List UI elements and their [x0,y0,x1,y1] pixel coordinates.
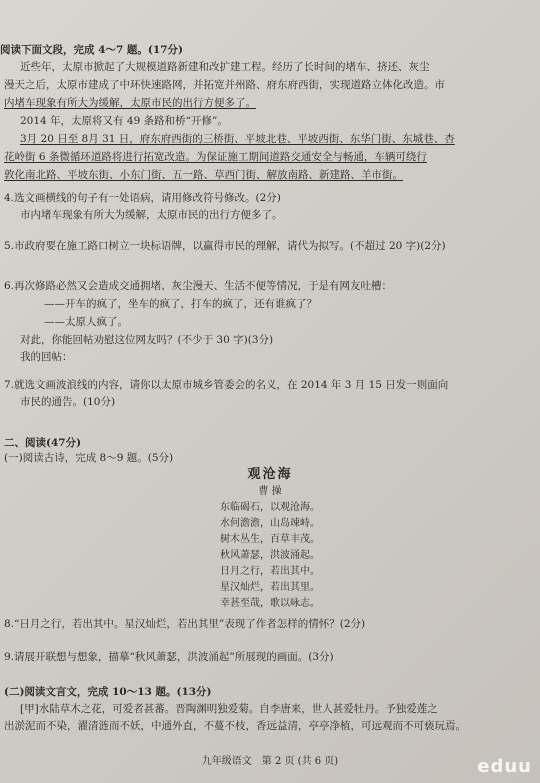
question-6-ask: 对此，你能回帖劝慰这位网友吗？(不少于 30 字)(3分) [20,334,274,346]
section3-heading: (二)阅读文言文，完成 10～13 题。(13分) [4,686,212,698]
passage-line-7: 敦化南北路、平坡东街、小东门街、五一路、草西门街、解放南路、新建路、羊市街。 [4,169,403,181]
section2-subheading: (一)阅读古诗，完成 8～9 题。(5分) [4,452,174,464]
poem-line: 幸甚至哉，歌以咏志。 [220,598,320,609]
poem-author: 曹 操 [258,486,282,497]
question-6-quote-2: ——太原人疯了。 [44,316,128,328]
question-4: 4.选文画横线的句子有一处语病，请用修改符号修改。(2分) [4,192,281,204]
poem-line: 秋风萧瑟，洪波涌起。 [220,550,320,561]
classical-text-line-1: [甲]水陆草木之花，可爱者甚蕃。晋陶渊明独爱菊。自李唐来，世人甚爱牡丹。予独爱莲之 [20,703,438,715]
passage-line-6: 花岭街 6 条微循环道路将进行拓宽改造。为保证施工期间道路交通安全与畅通，车辆可绕行 [4,151,427,163]
classical-text-line-2: 出淤泥而不染，濯清涟而不妖，中通外直，不蔓不枝，香远益清，亭亭净植，可远观而不可亵玩焉。 [4,720,466,732]
question-9: 9.请展开联想与想象，描摹“秋风萧瑟，洪波涌起”所展现的画面。(3分) [4,651,334,663]
question-7-line-2: 市民的通告。(10分) [20,396,116,408]
question-4-sentence: 市内堵车现象有所大为缓解，太原市民的出行方便多了。 [20,209,283,221]
section1-heading: 阅读下面文段，完成 4～7 题。(17分) [0,44,183,56]
passage-line-5: 3月 20 日至 8月 31 日，府东府西街的三桥街、平坡北巷、平坡西街、东华门街、东城巷、杏 [20,133,455,145]
poem-line: 水何澹澹，山岛竦峙。 [220,518,320,529]
poem-line: 星汉灿烂，若出其里。 [220,582,320,593]
section2-heading: 二、阅读(47分) [4,437,82,449]
passage-line-4: 2014 年，太原将又有 49 条路和桥“开修”。 [20,115,228,127]
question-7-line-1: 7.就选文画波浪线的内容，请你以太原市城乡管委会的名义，在 2014 年 3 月 15 日发一则面向 [4,379,449,391]
passage-line-3: 内堵车现象有所大为缓解，太原市民的出行方便多了。 [4,97,256,109]
passage-line-2: 漫天之后，太原市建成了中环快速路网，并拓宽并州路、府东府西街，实现道路立体化改造。市 [4,79,445,91]
question-8: 8.“日月之行，若出其中。星汉灿烂，若出其里”表现了作者怎样的情怀？(2分) [4,618,366,630]
question-6-reply-label: 我的回帖： [20,351,73,363]
poem-line: 东临碣石，以观沧海。 [220,502,320,513]
page-footer: 九年级语文 第 2 页 (共 6 页) [201,756,339,767]
poem-title: 观沧海 [247,467,293,482]
poem-line: 树木丛生，百草丰茂。 [220,534,320,545]
question-6-quote-1: ——开车的疯了，坐车的疯了，打车的疯了，还有谁疯了？ [44,298,317,310]
question-5: 5.市政府要在施工路口树立一块标语牌，以赢得市民的理解，请代为拟写。(不超过 20 字)(2分) [4,240,446,252]
question-6: 6.再次修路必然又会造成交通拥堵、灰尘漫天、生活不便等情况，于是有网友吐槽： [4,280,393,292]
watermark: eduu [477,756,532,777]
passage-line-1: 近些年，太原市掀起了大规模道路新建和改扩建工程。经历了长时间的堵车、挤还、灰尘 [20,61,430,73]
poem-line: 日月之行，若出其中。 [220,566,320,577]
